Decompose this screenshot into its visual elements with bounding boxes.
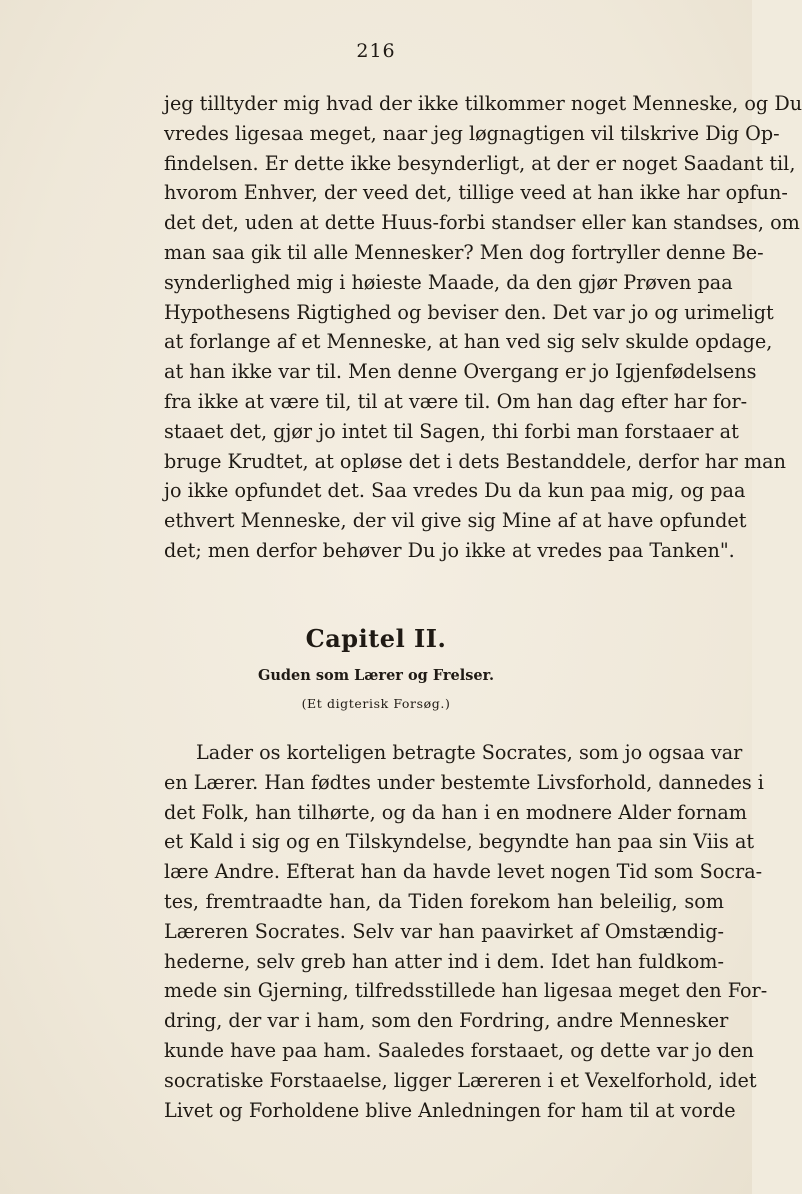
text-line: at han ikke var til. Men denne Overgang er jo Igjenfødelsens [164, 360, 757, 384]
paragraph-1 [164, 89, 802, 566]
text-line: mede sin Gjerning, tilfredsstillede han ligesaa meget den For- [164, 979, 768, 1003]
text-line: et Kald i sig og en Tilskyndelse, begyndte han paa sin Viis at [164, 830, 755, 854]
text-line: socratiske Forstaaelse, ligger Læreren i et Vexelforhold, idet [164, 1068, 757, 1092]
text-line: det; men derfor behøver Du jo ikke at vredes paa Tanken". [164, 538, 735, 562]
text-line: hederne, selv greb han atter ind i dem. Idet han fuldkom- [164, 949, 724, 973]
text-line: tes, fremtraadte han, da Tiden forekom han beleilig, som [164, 889, 724, 913]
chapter-title: Capitel II. [305, 624, 447, 653]
text-line: fra ikke at være til, til at være til. Om han dag efter har for- [164, 389, 748, 413]
text-line: kunde have paa ham. Saaledes forstaaet, og dette var jo den [164, 1038, 754, 1062]
text-line: jo ikke opfundet det. Saa vredes Du da kun paa mig, og paa [164, 479, 746, 503]
text-line: at forlange af et Menneske, at han ved sig selv skulde opdage, [164, 330, 773, 354]
text-line: ethvert Menneske, der vil give sig Mine af at have opfundet [164, 509, 747, 533]
chapter-subtitle: Guden som Lærer og Frelser. [257, 667, 494, 684]
text-line: jeg tilltyder mig hvad der ikke tilkommer noget Menneske, og Du [164, 92, 802, 115]
page-number: 216 [356, 40, 396, 62]
paragraph-2 [164, 738, 768, 1125]
chapter-note: (Et digterisk Forsøg.) [301, 696, 451, 711]
text-line: bruge Krudtet, at opløse det i dets Bestanddele, derfor har man [164, 449, 786, 473]
text-line: findelsen. Er dette ikke besynderligt, at der er noget Saadant til, [164, 151, 796, 175]
text-line: lære Andre. Efterat han da havde levet nogen Tid som Socra- [164, 860, 763, 884]
text-line: det det, uden at dette Huus-forbi standser eller kan standses, om [164, 211, 800, 235]
text-line: vredes ligesaa meget, naar jeg løgnagtigen vil tilskrive Dig Op- [164, 121, 780, 145]
text-line: dring, der var i ham, som den Fordring, andre Mennesker [164, 1009, 729, 1033]
text-line: det Folk, han tilhørte, og da han i en modnere Alder fornam [164, 800, 747, 824]
text-line: staaet det, gjør jo intet til Sagen, thi forbi man forstaaer at [164, 419, 739, 443]
text-line: hvorom Enhver, der veed det, tillige veed at han ikke har opfun- [164, 181, 788, 205]
text-line: man saa gik til alle Mennesker? Men dog fortryller denne Be- [164, 240, 764, 264]
text-line: Hypothesens Rigtighed og beviser den. Det var jo og urimeligt [164, 300, 774, 324]
text-line: Lader os korteligen betragte Socrates, som jo ogsaa var [196, 741, 743, 764]
text-line: synderlighed mig i høieste Maade, da den gjør Prøven paa [164, 270, 733, 294]
text-line: Læreren Socrates. Selv var han paavirket af Omstændig- [164, 919, 724, 943]
text-line: en Lærer. Han fødtes under bestemte Livsforhold, dannedes i [164, 770, 764, 794]
text-line: Livet og Forholdene blive Anledningen for ham til at vorde [164, 1098, 736, 1122]
